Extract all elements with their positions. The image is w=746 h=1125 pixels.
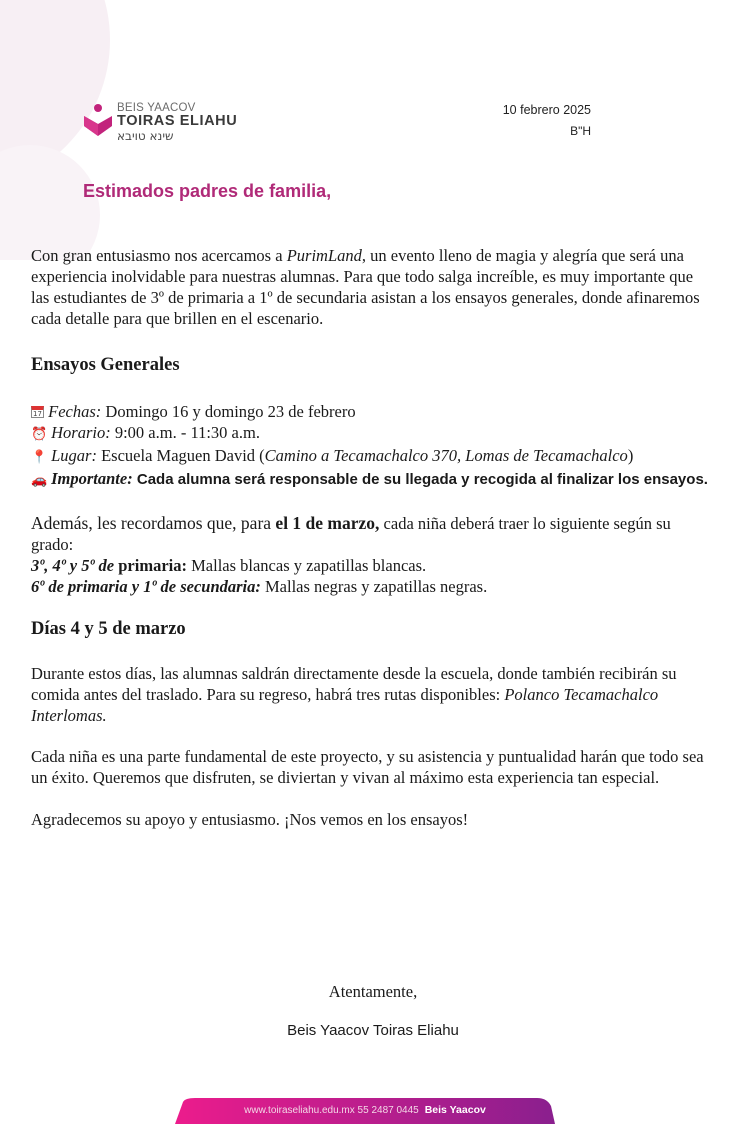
cierre-paragraph: Cada niña es una parte fundamental de este proyecto, y su asistencia y puntualidad harán que todo sea un éxito. Queremos que disfruten, se diviertan y vivan al máximo esta experiencia tan especial. (31, 747, 704, 787)
footer-brand: Beis Yaacov (424, 1104, 486, 1116)
importante-line: 🚗 Importante: Cada alumna será responsable de su llegada y recogida al finalizar los ensayos. (31, 468, 711, 491)
alarm-clock-icon: ⏰ (31, 427, 48, 442)
fechas-line: 17 Fechas: Domingo 16 y domingo 23 de febrero (31, 401, 711, 422)
grado-2-line: 6º de primaria y 1º de secundaria: Mallas negras y zapatillas negras. (31, 577, 488, 596)
dias-heading: Días 4 y 5 de marzo (31, 619, 186, 639)
dias-paragraph: Durante estos días, las alumnas saldrán directamente desde la escuela, donde también recibirán su comida antes del traslado. Para su regreso, habrá tres rutas disponibles: Polanco Tecamachalco Interlomas. (31, 664, 677, 725)
event-name: PurimLand (286, 246, 362, 265)
brand-hebrew: שינא טויבא (117, 129, 174, 143)
ensayos-heading: Ensayos Generales (31, 355, 180, 375)
greeting: Estimados padres de familia, (83, 181, 332, 201)
letter-body (31, 245, 711, 830)
brand-line-1: BEIS YAACOV (117, 102, 196, 114)
pin-icon: 📍 (31, 450, 48, 465)
agradecimiento-paragraph: Agradecemos su apoyo y entusiasmo. ¡Nos vemos en los ensayos! (31, 810, 469, 829)
recordatorio-paragraph: Además, les recordamos que, para el 1 de marzo, cada niña deberá traer lo siguiente según su grado: (31, 513, 671, 554)
intro-paragraph: Con gran entusiasmo nos acercamos a PurimLand, un evento lleno de magia y alegría que será una experiencia inolvidable para nuestras alumnas. Para que todo salga increíble, es muy importante que las estudiantes de 3º de primaria a 1º de secundaria asistan a los ensayos generales, donde afinaremos cada detalle para que brillen en el escenario. (31, 246, 700, 328)
letter-date: 10 febrero 2025 (502, 103, 591, 117)
horario-line: ⏰ Horario: 9:00 a.m. - 11:30 a.m. (31, 422, 711, 445)
brand-name: TOIRAS ELIAHU (117, 113, 238, 129)
lugar-line: 📍 Lugar: Escuela Maguen David (Camino a Tecamachalco 370, Lomas de Tecamachalco) (31, 445, 711, 468)
school-logo-icon (82, 104, 114, 140)
calendar-icon: 17 (31, 406, 44, 418)
signature: Beis Yaacov Toiras Eliahu (287, 1022, 459, 1039)
car-icon: 🚗 (31, 473, 48, 488)
closing-salutation: Atentamente, (328, 982, 418, 1001)
grado-1-line: 3º, 4º y 5º de primaria: Mallas blancas y zapatillas blancas. (31, 556, 427, 575)
footer-contact: www.toiraseliahu.edu.mx 55 2487 0445 Beis Yaacov (244, 1104, 486, 1116)
bh-mark: B"H (570, 124, 591, 138)
